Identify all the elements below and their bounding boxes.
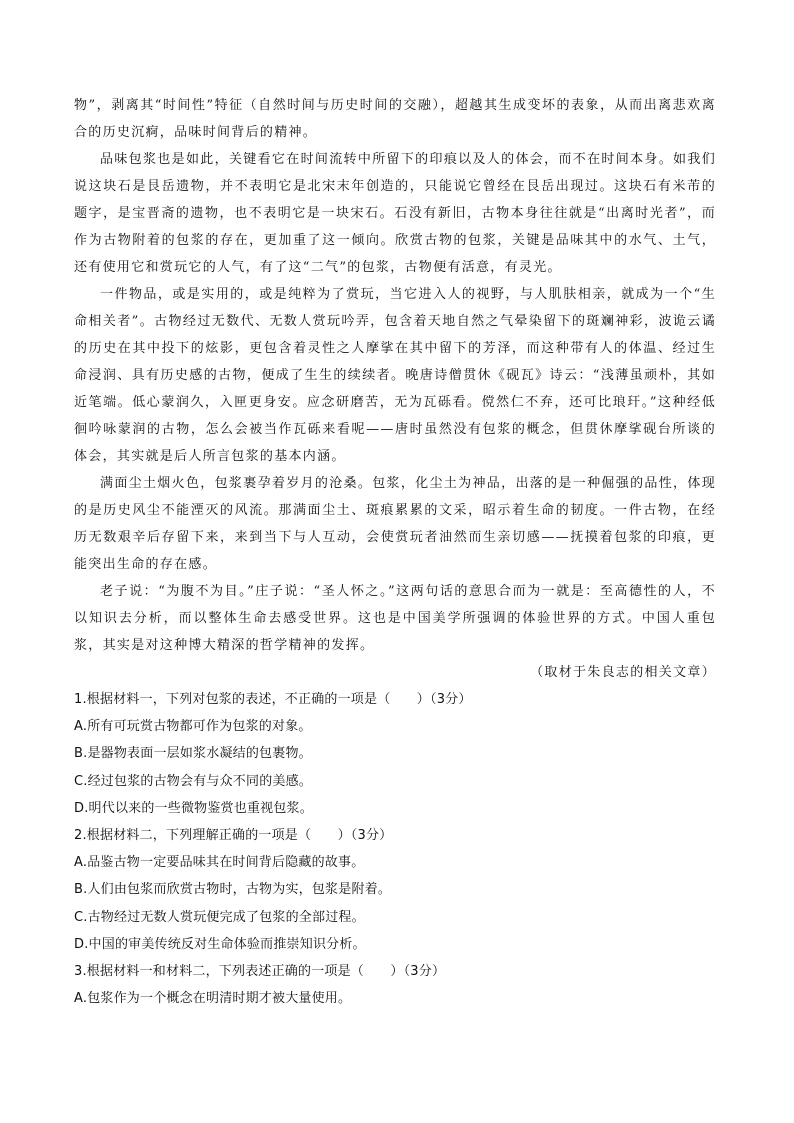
- passage-paragraph-4: 满面尘土烟火色，包浆裹孕着岁月的沧桑。包浆，化尘土为神品，出落的是一种倔强的品性，体现的是历史风尘不能湮灭的风流。那满面尘土、斑痕累累的文采，昭示着生命的韧度。一件古物，在经历无数艰辛后存留下来，来到当下与人互动，会使赏玩者油然而生亲切感——抚摸着包浆的印痕，更能突出生命的存在感。: [74, 476, 716, 572]
- question-2-option-c: C.古物经过无数人赏玩便完成了包浆的全部过程。: [74, 909, 365, 925]
- passage-paragraph-5: [74, 578, 716, 686]
- question-1: [74, 686, 716, 822]
- question-2-stem: 2.根据材料二，下列理解正确的一项是（ ）（3分）: [74, 828, 393, 844]
- question-3: [74, 958, 716, 1012]
- reading-passage: [74, 92, 716, 686]
- question-2-option-b: B.人们由包浆而欣赏古物时，古物为实，包浆是附着。: [74, 882, 392, 898]
- question-3-stem: 3.根据材料一和材料二，下列表述正确的一项是（ ）（3分）: [74, 964, 446, 980]
- question-1-stem: 1.根据材料一，下列对包浆的表述，不正确的一项是（ ）（3分）: [74, 692, 472, 707]
- question-section: [74, 686, 716, 1012]
- question-1-option-a: A.所有可玩赏古物都可作为包浆的对象。: [74, 719, 312, 735]
- question-1-option-d: D.明代以来的一些微物鉴赏也重视包浆。: [74, 800, 313, 816]
- question-2: [74, 822, 716, 958]
- question-3-option-a: A.包浆作为一个概念在明清时期才被大量使用。: [74, 991, 352, 1007]
- question-2-option-d: D.中国的审美传统反对生命体验而推崇知识分析。: [74, 936, 366, 952]
- passage-source: （取材于朱良志的相关文章）: [530, 665, 716, 680]
- question-1-option-b: B.是器物表面一层如浆水凝结的包裹物。: [74, 746, 312, 762]
- question-2-option-a: A.品鉴古物一定要品味其在时间背后隐藏的故事。: [74, 855, 365, 871]
- passage-paragraph-2: 品味包浆也是如此，关键看它在时间流转中所留下的印痕以及人的体会，而不在时间本身。如我们说这块石是艮岳遗物，并不表明它是北宋末年创造的，只能说它曾经在艮岳出现过。这块石有米芾的题字，是宝晋斋的遗物，也不表明它是一块宋石。石没有新旧，古物本身往往就是“出离时光者”，而作为古物附着的包浆的存在，更加重了这一倾向。欣赏古物的包浆，关键是品味其中的水气、土气，还有使用它和赏玩它的人气，有了这“二气”的包浆，古物便有活意，有灵光。: [74, 152, 716, 275]
- question-1-option-c: C.经过包浆的古物会有与众不同的美感。: [74, 773, 313, 789]
- passage-paragraph-5-text: 老子说：“为腹不为目。”庄子说：“圣人怀之。”这两句话的意思合而为一就是：至高德性的人，不以知识去分析，而以整体生命去感受世界。这也是中国美学所强调的体验世界的方式。中国人重包浆，其实是对这种博大精深的哲学精神的发挥。: [74, 584, 716, 653]
- document-page: [74, 92, 716, 1012]
- passage-paragraph-1-continued: 物”，剥离其“时间性”特征（自然时间与历史时间的交融），超越其生成变坏的表象，从而出离悲欢离合的历史沉痾，品味时间背后的精神。: [74, 98, 716, 140]
- passage-paragraph-3: 一件物品，或是实用的，或是纯粹为了赏玩，当它进入人的视野，与人肌肤相亲，就成为一个“生命相关者”。古物经过无数代、无数人赏玩吟弄，包含着天地自然之气晕染留下的斑斓神彩，波诡云谲的历史在其中投下的炫影，更包含着灵性之人摩挲在其中留下的芳泽，而这种带有人的体温、经过生命浸润、具有历史感的古物，便成了生生的续续者。晚唐诗僧贯休《砚瓦》诗云：“浅薄虽顽朴，其如近笔端。低心蒙润久，入匣更身安。应念研磨苦，无为瓦砾看。傥然仁不弃，还可比琅玕。”这种经低徊吟咏蒙润的古物，怎么会被当作瓦砾来看呢——唐时虽然没有包浆的概念，但贯休摩挲砚台所谈的体会，其实就是后人所言包浆的基本内涵。: [74, 287, 716, 464]
